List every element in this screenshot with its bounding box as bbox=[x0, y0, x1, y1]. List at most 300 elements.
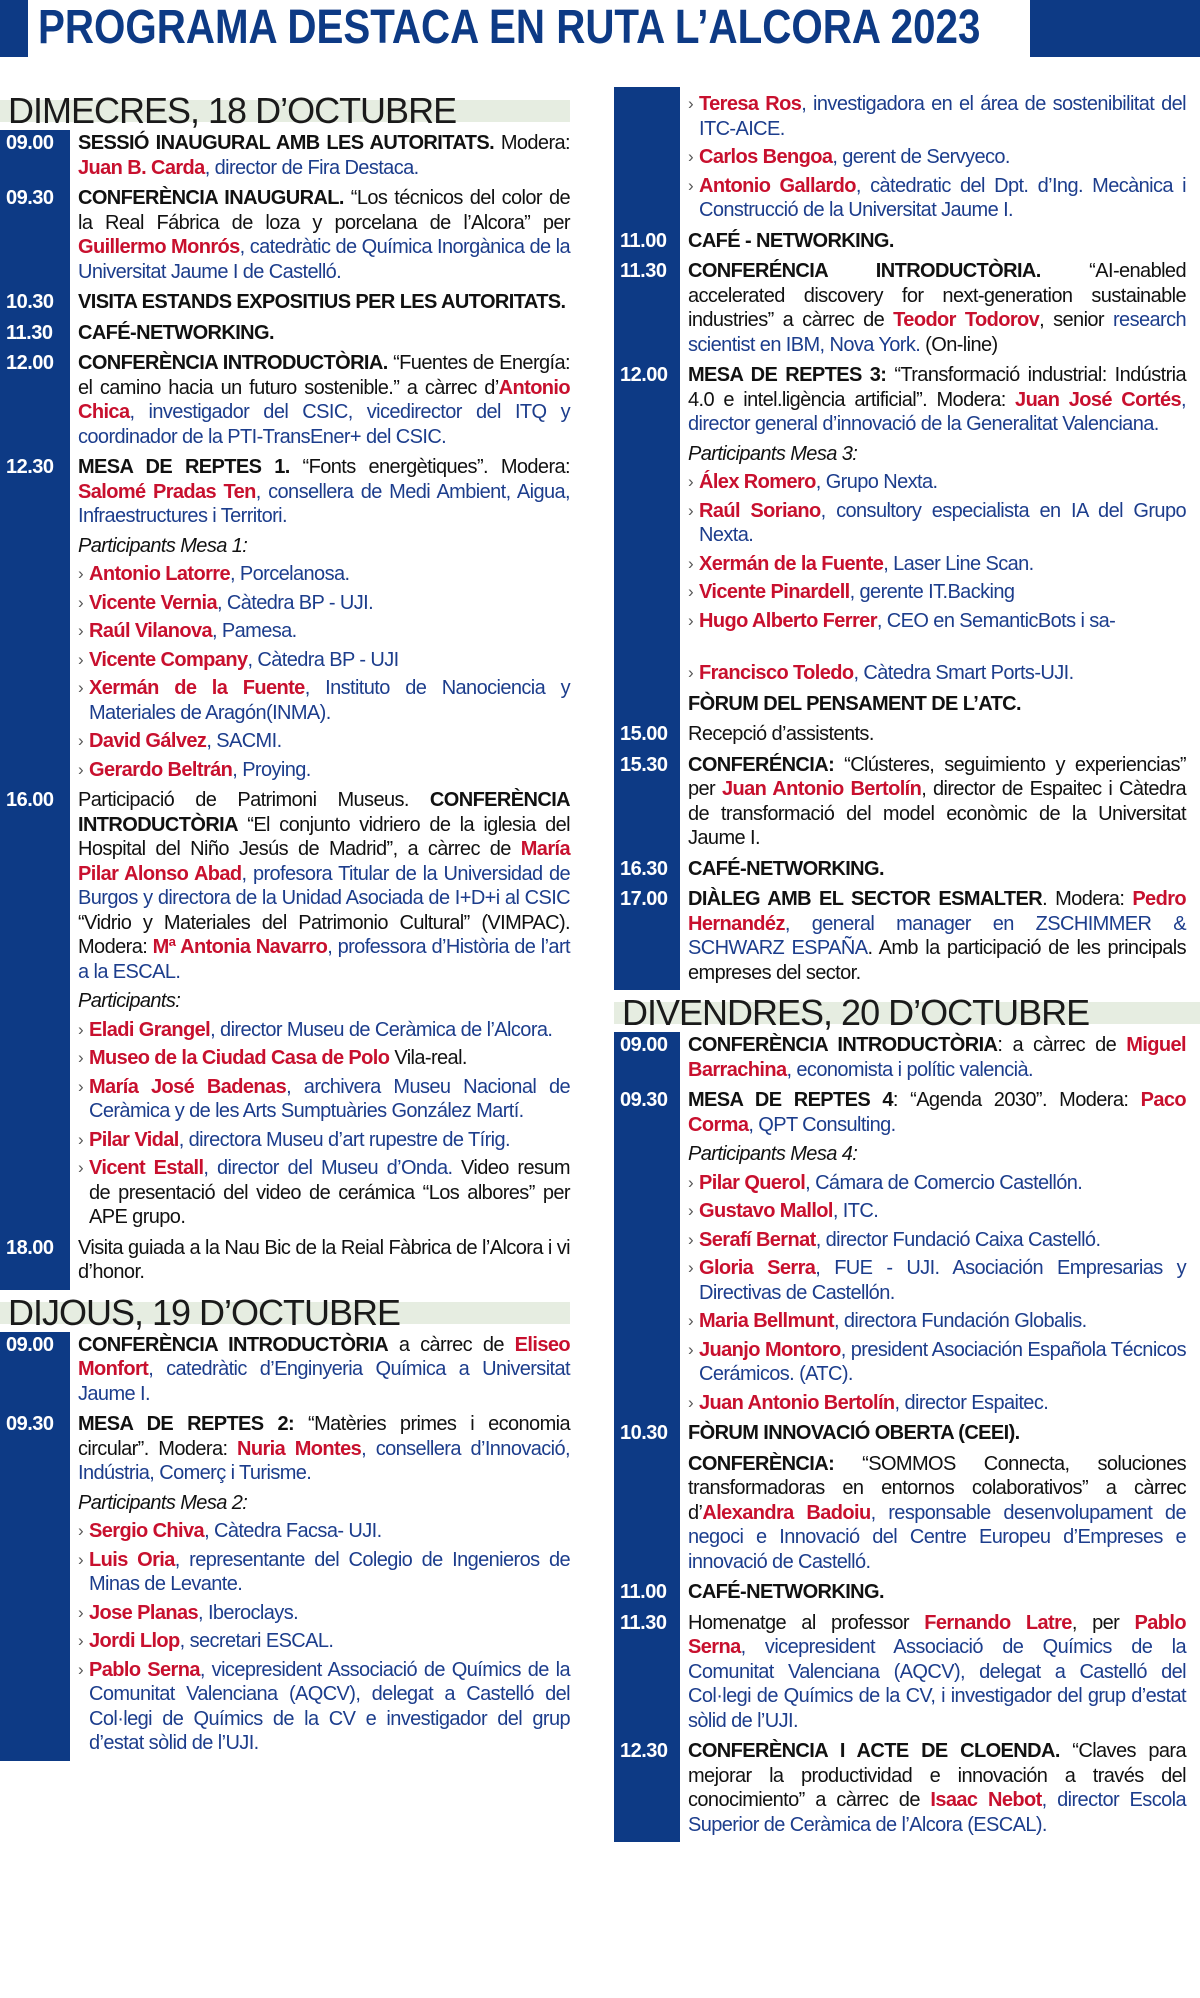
title-accent-left bbox=[0, 0, 28, 57]
entry-content bbox=[680, 362, 1186, 691]
schedule-entry bbox=[0, 130, 576, 185]
person-description: , Cámara de Comercio Castellón. bbox=[805, 1171, 1083, 1194]
schedule-entry bbox=[0, 1332, 576, 1412]
day-heading: DIMECRES, 18 D’OCTUBRE bbox=[0, 92, 570, 128]
chevron-right-icon: › bbox=[688, 175, 694, 195]
entry-text: “Transformació industrial: Indústria 4.0 e intel.ligència artificial”. Modera: bbox=[688, 364, 1186, 411]
entry-content bbox=[70, 1411, 570, 1761]
schedule-entry bbox=[0, 1411, 576, 1761]
participant-item bbox=[78, 1601, 570, 1626]
participants-label: Participants Mesa 3: bbox=[688, 442, 858, 465]
participant-item bbox=[688, 145, 1186, 170]
chevron-right-icon: › bbox=[78, 759, 84, 779]
person-description: , consellera de Medi Ambient, Aigua, Infraestructures i Territori. bbox=[78, 480, 570, 527]
chevron-right-icon: › bbox=[688, 1229, 694, 1249]
person-name: Carlos Bengoa bbox=[699, 146, 833, 168]
participants-label: Participants Mesa 2: bbox=[78, 1491, 248, 1514]
entry-content bbox=[70, 454, 570, 787]
entry-description bbox=[688, 363, 1186, 437]
entry-time: 15.30 bbox=[614, 752, 680, 856]
participant-item bbox=[688, 552, 1186, 577]
title-accent-right bbox=[1030, 0, 1200, 57]
entry-content bbox=[680, 1451, 1186, 1580]
person-description: , CEO en SemanticBots i sa- bbox=[876, 609, 1116, 632]
entry-text: Visita guiada a la Nau Bic de la Reial Fàbrica de l’Alcora i vi d’honor. bbox=[78, 1236, 570, 1283]
entry-content bbox=[680, 691, 1186, 722]
entry-title-text: MESA DE REPTES 1. bbox=[78, 456, 290, 478]
entry-description bbox=[78, 186, 570, 284]
person-description: , president Asociación Española Técnicos Cerámicos. (ATC). bbox=[699, 1338, 1186, 1385]
entry-time: 09.00 bbox=[0, 130, 70, 185]
entry-description bbox=[688, 722, 1186, 747]
entry-description bbox=[688, 1580, 1186, 1605]
chevron-right-icon: › bbox=[688, 94, 694, 113]
chevron-right-icon: › bbox=[688, 147, 694, 166]
entry-time: 12.00 bbox=[0, 350, 70, 454]
person-name: Juan Antonio Bertolín bbox=[699, 1391, 895, 1414]
entry-description bbox=[688, 857, 1186, 882]
entry-time: 09.00 bbox=[0, 1332, 70, 1412]
person-description: , vicepresident Associació de Químics de la Comunitat Valenciana (AQCV), delegat a Castelló del Col·legi de Químics de la CV, i investigador del grup d’estat sòlid de l’UJI. bbox=[688, 1636, 1186, 1732]
entry-description bbox=[78, 131, 570, 180]
person-name: Nuria Montes bbox=[237, 1437, 362, 1460]
entry-description bbox=[688, 1088, 1186, 1137]
entry-text: Participació de Patrimoni Museus. bbox=[78, 789, 430, 811]
entry-title-text: CAFÉ-NETWORKING. bbox=[78, 321, 274, 344]
person-description: , director Fundació Caixa Castelló. bbox=[815, 1228, 1101, 1251]
person-description: , Grupo Nexta. bbox=[815, 471, 938, 493]
person-name: Pedro Hernandéz bbox=[688, 888, 1186, 935]
person-name: Alexandra Badoiu bbox=[702, 1501, 871, 1524]
entry-title-text: CONFERÈNCIA INTRODUCTÒRIA bbox=[78, 789, 570, 836]
person-name: Raúl Soriano bbox=[699, 499, 821, 522]
entry-title-text: CAFÉ-NETWORKING. bbox=[688, 1581, 884, 1603]
person-description: , Càtedra BP - UJI bbox=[247, 648, 399, 671]
entry-text: , director de Espaitec i Càtedra de transformació del model econòmic de la Universitat Jaume I. bbox=[688, 778, 1186, 849]
chevron-right-icon: › bbox=[688, 582, 694, 601]
person-name: Francisco Toledo bbox=[699, 662, 854, 684]
entry-time: 12.30 bbox=[0, 454, 70, 787]
participants-label: Participants: bbox=[78, 990, 181, 1012]
schedule-entry bbox=[614, 87, 1200, 228]
person-description: , FUE - UJI. Asociación Empresarias y Directivas de Castellón. bbox=[699, 1257, 1186, 1304]
entry-time: 10.30 bbox=[614, 1420, 680, 1451]
person-name: Álex Romero bbox=[699, 471, 816, 493]
person-description: , consellera d’Innovació, Indústria, Comerç i Turisme. bbox=[78, 1437, 570, 1484]
participant-item bbox=[78, 1658, 570, 1756]
entry-content bbox=[70, 130, 570, 185]
entry-content bbox=[70, 787, 570, 1235]
participant-item bbox=[78, 758, 570, 783]
entry-text: “SOMMOS Connecta, soluciones transformadoras en entornos colaborativos” a càrrec d’ bbox=[688, 1452, 1186, 1524]
schedule-entry bbox=[614, 1610, 1200, 1739]
person-name: Vicent Estall bbox=[89, 1157, 204, 1179]
entry-content bbox=[680, 87, 1186, 228]
participant-item bbox=[78, 676, 570, 725]
entry-text: Recepció d’assistents. bbox=[688, 723, 874, 745]
person-description: , Proying. bbox=[232, 758, 311, 781]
person-description: , gerent de Servyeco. bbox=[832, 146, 1010, 168]
person-name: Xermán de la Fuente bbox=[89, 677, 305, 699]
schedule-column-right bbox=[614, 87, 1200, 1842]
person-name: Guillermo Monrós bbox=[78, 236, 240, 258]
chevron-right-icon: › bbox=[78, 1602, 84, 1622]
schedule-entry bbox=[614, 1738, 1200, 1842]
chevron-right-icon: › bbox=[78, 1076, 84, 1096]
entry-text: . Modera: bbox=[1042, 888, 1133, 910]
entry-content bbox=[680, 1087, 1186, 1420]
person-description: , director Espaitec. bbox=[894, 1391, 1049, 1414]
schedule-entry bbox=[0, 350, 576, 454]
entry-content bbox=[680, 1610, 1186, 1739]
entry-description bbox=[688, 1739, 1186, 1837]
entry-text: : “Agenda 2030”. Modera: bbox=[892, 1089, 1141, 1111]
person-description: , representante del Colegio de Ingenieros de Minas de Levante. bbox=[89, 1548, 570, 1595]
entry-content bbox=[680, 752, 1186, 856]
person-description: , consultory especialista en IA del Grupo Nexta. bbox=[699, 499, 1187, 546]
person-description: , Iberoclays. bbox=[198, 1601, 299, 1624]
person-description: , SACMI. bbox=[206, 730, 282, 752]
person-name: Pablo Serna bbox=[89, 1658, 200, 1681]
participant-item bbox=[78, 1046, 570, 1071]
entry-text: Video resum de presentació del video de cerámica “Los albores” per APE grupo. bbox=[89, 1157, 570, 1228]
person-description: , director de Fira Destaca. bbox=[204, 156, 419, 179]
person-name: Hugo Alberto Ferrer bbox=[699, 609, 877, 632]
entry-time bbox=[614, 1451, 680, 1580]
entry-content bbox=[70, 350, 570, 454]
person-name: Vicente Pinardell bbox=[699, 581, 850, 603]
chevron-right-icon: › bbox=[688, 553, 694, 573]
person-name: Juanjo Montoro bbox=[699, 1338, 841, 1361]
schedule-entry bbox=[614, 1451, 1200, 1580]
person-name: Gustavo Mallol bbox=[699, 1200, 833, 1222]
person-description: , Pamesa. bbox=[212, 620, 297, 642]
participant-item bbox=[688, 470, 1186, 495]
participant-item bbox=[688, 174, 1186, 223]
entry-title-text: CONFERÈNCIA INTRODUCTÒRIA bbox=[688, 1034, 998, 1056]
entry-text: Vila-real. bbox=[389, 1047, 467, 1069]
participant-item bbox=[688, 1228, 1186, 1253]
person-description: , catedràtic d’Enginyeria Química a Universitat Jaume I. bbox=[78, 1358, 570, 1405]
day-heading: DIVENDRES, 20 D’OCTUBRE bbox=[614, 994, 1200, 1030]
entry-description bbox=[78, 321, 570, 346]
chevron-right-icon: › bbox=[688, 610, 694, 630]
schedule-entry bbox=[614, 258, 1200, 362]
schedule-entry bbox=[0, 787, 576, 1235]
chevron-right-icon: › bbox=[78, 1631, 84, 1650]
entry-text: , senior bbox=[1039, 309, 1113, 331]
person-name: Xermán de la Fuente bbox=[699, 552, 884, 575]
day-heading: DIJOUS, 19 D’OCTUBRE bbox=[0, 1294, 570, 1330]
entry-description bbox=[688, 229, 1186, 254]
chevron-right-icon: › bbox=[688, 1392, 694, 1412]
person-description: , QPT Consulting. bbox=[748, 1113, 896, 1136]
participant-item bbox=[78, 591, 570, 616]
entry-description bbox=[78, 788, 570, 984]
person-name: Gloria Serra bbox=[699, 1257, 816, 1279]
participant-item bbox=[688, 1199, 1186, 1224]
entry-description bbox=[688, 692, 1186, 717]
entry-time: 15.00 bbox=[614, 721, 680, 752]
person-name: Eliseo Monfort bbox=[78, 1333, 570, 1380]
participant-item bbox=[688, 1309, 1186, 1334]
entry-title-text: MESA DE REPTES 4 bbox=[688, 1089, 893, 1111]
schedule-entry bbox=[614, 856, 1200, 887]
person-description: , directora Fundación Globalis. bbox=[833, 1310, 1087, 1332]
entry-description bbox=[688, 753, 1186, 851]
entry-content bbox=[680, 228, 1186, 259]
entry-time: 09.30 bbox=[0, 185, 70, 289]
person-description: , càtedratic del Dpt. d’Ing. Mecànica i Construcció de la Universitat Jaume I. bbox=[699, 174, 1186, 221]
entry-content bbox=[680, 886, 1186, 990]
person-name: Salomé Pradas Ten bbox=[78, 480, 256, 503]
schedule-entry bbox=[614, 1579, 1200, 1610]
person-name: Luis Oria bbox=[89, 1548, 175, 1571]
entry-text: a càrrec de bbox=[388, 1333, 515, 1356]
entry-content bbox=[680, 1032, 1186, 1087]
participant-item bbox=[688, 580, 1186, 605]
schedule-entry bbox=[614, 721, 1200, 752]
person-description: , secretari ESCAL. bbox=[179, 1630, 334, 1652]
person-name: María José Badenas bbox=[89, 1075, 287, 1098]
person-description: , investigadora en el área de sostenibilitat del ITC-AICE. bbox=[699, 93, 1186, 140]
participant-item bbox=[688, 1256, 1186, 1305]
entry-description bbox=[688, 887, 1186, 985]
entry-time: 18.00 bbox=[0, 1235, 70, 1290]
person-description: , economista i polític valencià. bbox=[786, 1058, 1033, 1081]
entry-description bbox=[78, 1412, 570, 1486]
entry-description bbox=[688, 259, 1186, 357]
participant-item bbox=[688, 1391, 1186, 1416]
chevron-right-icon: › bbox=[78, 564, 84, 583]
entry-title-text: CAFÉ - NETWORKING. bbox=[688, 229, 894, 252]
entry-content bbox=[70, 320, 570, 351]
person-description: , Porcelanosa. bbox=[230, 563, 350, 585]
person-description: , Càtedra BP - UJI. bbox=[216, 591, 374, 614]
entry-text: “El conjunto vidriero de la iglesia del Hospital del Niño Jesús de Madrid”, a càrrec de bbox=[78, 813, 570, 860]
person-name: Pilar Querol bbox=[699, 1171, 806, 1194]
person-name: Antonio Latorre bbox=[89, 563, 230, 585]
participant-item bbox=[78, 1156, 570, 1230]
participants-label: Participants Mesa 1: bbox=[78, 534, 248, 557]
chevron-right-icon: › bbox=[78, 1521, 84, 1540]
person-description: , catedràtic de Química Inorgànica de la Universitat Jaume I de Castelló. bbox=[78, 236, 571, 283]
person-name: Paco Corma bbox=[688, 1089, 1186, 1136]
entry-content bbox=[680, 721, 1186, 752]
participant-item bbox=[78, 562, 570, 587]
participant-item bbox=[688, 1171, 1186, 1196]
participant-item bbox=[78, 1128, 570, 1153]
entry-title-text: CONFERÈNCIA I ACTE DE CLOENDA. bbox=[688, 1740, 1060, 1762]
entry-text: (On-line) bbox=[920, 333, 998, 356]
schedule-entry bbox=[614, 752, 1200, 856]
person-name: María Pilar Alonso Abad bbox=[78, 838, 570, 885]
entry-content bbox=[680, 856, 1186, 887]
entry-time: 16.00 bbox=[0, 787, 70, 1235]
chevron-right-icon: › bbox=[78, 649, 84, 669]
entry-content bbox=[680, 1579, 1186, 1610]
participant-item bbox=[78, 729, 570, 754]
entry-content bbox=[680, 258, 1186, 362]
participant-item bbox=[78, 619, 570, 644]
person-name: David Gálvez bbox=[89, 730, 207, 752]
chevron-right-icon: › bbox=[78, 592, 84, 612]
person-name: Pilar Vidal bbox=[89, 1128, 179, 1151]
person-description: , director Museu de Ceràmica de l’Alcora. bbox=[210, 1018, 553, 1041]
entry-title-text: CONFERÈNCIA: bbox=[688, 1452, 835, 1475]
person-description: , general manager en ZSCHIMMER & SCHWARZ ESPAÑA bbox=[688, 912, 1186, 959]
entry-description bbox=[78, 455, 570, 529]
entry-time: 11.30 bbox=[614, 1610, 680, 1739]
entry-description bbox=[688, 1421, 1186, 1446]
page-title: PROGRAMA DESTACA EN RUTA L’ALCORA 2023 bbox=[38, 1, 981, 54]
entry-description bbox=[688, 1033, 1186, 1082]
entry-content bbox=[70, 1332, 570, 1412]
schedule-entry bbox=[614, 1420, 1200, 1451]
person-description: , archivera Museu Nacional de Ceràmica y de les Arts Sumptuàries González Martí. bbox=[89, 1075, 570, 1122]
person-name: Antonio Gallardo bbox=[699, 174, 856, 197]
person-description: , responsable desenvolupament de negoci e Innovació del Centre Europeu d’Empreses e innovació de Castelló. bbox=[688, 1501, 1186, 1573]
person-description: , ITC. bbox=[832, 1200, 879, 1222]
schedule-entry bbox=[0, 289, 576, 320]
person-name: Vicente Vernia bbox=[89, 591, 217, 614]
entry-description bbox=[78, 351, 570, 449]
schedule-entry bbox=[0, 454, 576, 787]
person-description: , Càtedra Facsa- UJI. bbox=[204, 1520, 382, 1542]
entry-time: 12.00 bbox=[614, 362, 680, 691]
person-name: Mª Antonia Navarro bbox=[152, 936, 328, 958]
schedule-entry bbox=[0, 1235, 576, 1290]
chevron-right-icon: › bbox=[688, 1201, 694, 1220]
person-name: Jordi Llop bbox=[89, 1630, 180, 1652]
entry-time: 09.30 bbox=[0, 1411, 70, 1761]
participant-item bbox=[688, 661, 1186, 686]
chevron-right-icon: › bbox=[688, 1258, 694, 1277]
entry-description bbox=[78, 1333, 570, 1407]
participant-item bbox=[688, 499, 1186, 548]
person-description: , director del Museu d’Onda. bbox=[203, 1157, 453, 1179]
entry-description bbox=[688, 1452, 1186, 1575]
person-description: , professora d’Història de l’art a la ESCAL. bbox=[78, 936, 570, 983]
schedule-entry bbox=[614, 1032, 1200, 1087]
person-name: Miguel Barrachina bbox=[688, 1034, 1186, 1081]
person-name: Teresa Ros bbox=[699, 93, 802, 115]
entry-text: . Amb la participació de les principals empreses del sector. bbox=[688, 937, 1186, 984]
entry-time: 12.30 bbox=[614, 1738, 680, 1842]
person-description: , Laser Line Scan. bbox=[883, 552, 1034, 575]
entry-text: , per bbox=[1071, 1611, 1135, 1634]
chevron-right-icon: › bbox=[78, 1659, 84, 1679]
participant-item bbox=[78, 1519, 570, 1544]
entry-text: “Matèries primes i economia circular”. Modera: bbox=[78, 1413, 570, 1460]
person-name: Pablo Serna bbox=[688, 1611, 1186, 1658]
entry-text: “Claves para mejorar la productividad e innovación a través del conocimiento” a càrrec de bbox=[688, 1740, 1187, 1811]
person-description: , vicepresident Associació de Químics de la Comunitat Valenciana (AQCV), delegat a Castelló del Col·legi de Químics de la CV e investigador del grup d’estat sòlid de l’UJI. bbox=[89, 1658, 570, 1754]
entry-time: 10.30 bbox=[0, 289, 70, 320]
entry-time: 11.00 bbox=[614, 228, 680, 259]
entry-title-text: DIÀLEG AMB EL SECTOR ESMALTER bbox=[688, 888, 1043, 910]
chevron-right-icon: › bbox=[78, 678, 84, 697]
person-name: Antonio Chica bbox=[78, 376, 570, 423]
person-name: Juan José Cortés bbox=[1015, 388, 1182, 411]
person-name: Sergio Chiva bbox=[89, 1520, 205, 1542]
entry-description bbox=[78, 290, 570, 315]
person-description: , director Escola Superior de Ceràmica de l’Alcora (ESCAL). bbox=[688, 1789, 1186, 1836]
entry-title-text: CONFERÈNCIA INTRODUCTÒRIA. bbox=[78, 352, 388, 374]
participants-label: Participants Mesa 4: bbox=[688, 1143, 858, 1165]
chevron-right-icon: › bbox=[78, 1129, 84, 1149]
participant-item bbox=[78, 1629, 570, 1654]
person-description: , directora Museu d’art rupestre de Tírig. bbox=[178, 1128, 511, 1151]
entry-content bbox=[70, 1235, 570, 1290]
entry-text: “Los técnicos del color de la Real Fábrica de loza y porcelana de l’Alcora” per bbox=[78, 187, 570, 234]
person-name: Teodor Todorov bbox=[893, 309, 1040, 331]
chevron-right-icon: › bbox=[78, 1549, 84, 1569]
schedule-entry bbox=[614, 228, 1200, 259]
entry-title-text: CONFERÉNCIA INTRODUCTÒRIA. bbox=[688, 260, 1041, 282]
person-name: Eladi Grangel bbox=[89, 1018, 211, 1041]
entry-title-text: MESA DE REPTES 2: bbox=[78, 1413, 295, 1435]
chevron-right-icon: › bbox=[688, 1172, 694, 1192]
entry-title-text: CONFERÉNCIA: bbox=[688, 753, 835, 776]
entry-time bbox=[614, 87, 680, 228]
person-name: Isaac Nebot bbox=[930, 1789, 1042, 1811]
person-description: , gerente IT.Backing bbox=[849, 581, 1015, 603]
schedule-entry bbox=[614, 1087, 1200, 1420]
entry-text: “AI-enabled accelerated discovery for next-generation sustainable industries” a càrrec de bbox=[688, 260, 1186, 331]
entry-title-text: FÒRUM DEL PENSAMENT DE L’ATC. bbox=[688, 692, 1021, 715]
entry-content bbox=[680, 1738, 1186, 1842]
schedule-entry bbox=[0, 185, 576, 289]
entry-text: : a càrrec de bbox=[997, 1034, 1127, 1056]
entry-title-text: CAFÉ-NETWORKING. bbox=[688, 857, 884, 880]
chevron-right-icon: › bbox=[688, 1311, 694, 1330]
entry-time: 09.00 bbox=[614, 1032, 680, 1087]
participant-item bbox=[688, 609, 1186, 634]
participant-item bbox=[78, 1075, 570, 1124]
person-name: Jose Planas bbox=[89, 1601, 199, 1624]
chevron-right-icon: › bbox=[78, 1048, 84, 1067]
person-name: Vicente Company bbox=[89, 648, 248, 671]
person-description: , investigador del CSIC, vicedirector del ITQ y coordinador de la PTI-TransEner+ del CSIC. bbox=[78, 401, 570, 448]
entry-title-text: CONFERÈNCIA INTRODUCTÒRIA bbox=[78, 1333, 389, 1356]
entry-description bbox=[78, 1236, 570, 1285]
entry-time: 11.00 bbox=[614, 1579, 680, 1610]
person-name: Maria Bellmunt bbox=[699, 1310, 834, 1332]
participant-item bbox=[78, 648, 570, 673]
entry-content bbox=[680, 1420, 1186, 1451]
entry-time: 11.30 bbox=[0, 320, 70, 351]
entry-text: “Fuentes de Energía: el camino hacia un futuro sostenible.” a càrrec d’ bbox=[78, 352, 570, 399]
entry-text: Modera: bbox=[494, 132, 570, 154]
chevron-right-icon: › bbox=[688, 663, 694, 682]
participant-item bbox=[688, 1338, 1186, 1387]
entry-text: “Vidrio y Materiales del Patrimonio Cultural” (VIMPAC). Modera: bbox=[78, 911, 570, 958]
entry-title-text: FÒRUM INNOVACIÓ OBERTA (CEEI). bbox=[688, 1422, 1020, 1444]
entry-title-text: SESSIÓ INAUGURAL AMB LES AUTORITATS. bbox=[78, 132, 495, 154]
blank-line bbox=[688, 633, 1186, 657]
entry-content bbox=[70, 185, 570, 289]
chevron-right-icon: › bbox=[688, 472, 694, 491]
person-name: Gerardo Beltrán bbox=[89, 758, 233, 781]
chevron-right-icon: › bbox=[78, 1158, 84, 1177]
title-bar bbox=[0, 0, 1200, 57]
chevron-right-icon: › bbox=[78, 731, 84, 750]
person-description: , director general d’innovació de la Generalitat Valenciana. bbox=[688, 388, 1186, 435]
entry-time bbox=[614, 691, 680, 722]
person-description: , Instituto de Nanociencia y Materiales de Aragón(INMA). bbox=[89, 677, 571, 724]
entry-time: 17.00 bbox=[614, 886, 680, 990]
